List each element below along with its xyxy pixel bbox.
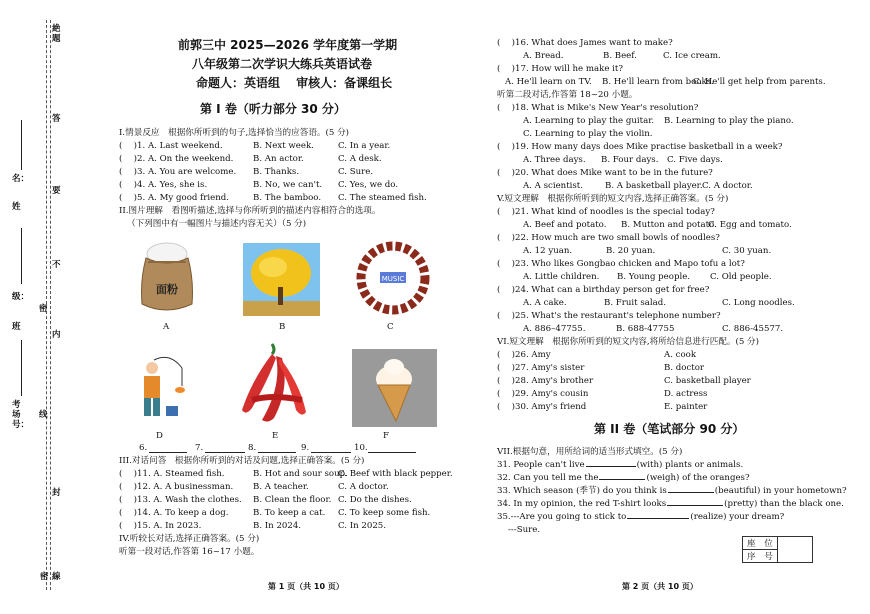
- match-option: D. actress: [664, 389, 708, 399]
- class-field-label: 级：: [12, 292, 30, 302]
- question-option-b: B. Next week.: [253, 141, 314, 151]
- question-text: ( )16. What does James want to make?: [497, 38, 673, 48]
- answer-blank-8[interactable]: [258, 452, 296, 453]
- question-option-b: B. Clean the floor.: [253, 495, 332, 505]
- answer-option: C. Five days.: [667, 155, 723, 165]
- exam-authors: 命题人：英语组 审核人：备课组长: [196, 76, 393, 90]
- surname-field-label: 姓: [12, 202, 21, 212]
- binding-char: 封: [52, 488, 61, 498]
- answer-option: B. 20 yuan.: [606, 246, 656, 256]
- fisherman-image: [130, 350, 192, 426]
- question-text: ( )17. How will he make it?: [497, 64, 623, 74]
- question-option-b: B. An actor.: [253, 154, 304, 164]
- binding-char: 絶: [52, 24, 61, 34]
- answer-option: B. Young people.: [617, 272, 691, 282]
- question-option-c: C. Beef with black pepper.: [338, 469, 453, 479]
- match-item: ( )26. Amy: [497, 350, 551, 360]
- question-text: ( )18. What is Mike's New Year's resolution?: [497, 103, 699, 113]
- section3-title: III.对话问答 根据你所听到的对话及问题,选择正确答案。(5 分): [119, 456, 365, 466]
- answer-option: C. Ice cream.: [663, 51, 721, 61]
- question-option-c: C. Do the dishes.: [338, 495, 412, 505]
- q34-text: 34. In my opinion, the red T-shirt looks (pretty) than the black one.: [497, 499, 844, 509]
- answer-blank-label: 10.: [354, 443, 368, 453]
- match-option: A. cook: [664, 350, 697, 360]
- question-text: ( )23. Who likes Gongbao chicken and Mapo tofu a lot?: [497, 259, 745, 269]
- answer-option: C. Long noodles.: [722, 298, 795, 308]
- binding-char: 密: [39, 304, 48, 314]
- music-instruments-image: [356, 238, 430, 318]
- question-option-a: ( )15. A. In 2023.: [119, 521, 202, 531]
- flour-sack-image: [136, 240, 198, 316]
- chili-peppers-image: [232, 340, 312, 426]
- binding-char: 内: [52, 330, 61, 340]
- q33-blank[interactable]: [668, 492, 714, 493]
- binding-char: 答: [52, 114, 61, 124]
- answer-blank-9[interactable]: [311, 452, 351, 453]
- question-option-b: B. To keep a cat.: [253, 508, 326, 518]
- picture-label-a: A: [163, 322, 170, 332]
- q31-blank[interactable]: [586, 466, 636, 467]
- question-option-a: ( )5. A. My good friend.: [119, 193, 229, 203]
- question-option-a: ( )11. A. Steamed fish.: [119, 469, 225, 479]
- seat-number-box: [742, 536, 813, 563]
- room-line[interactable]: [21, 340, 22, 396]
- section2-title: II.图片理解 看图听描述,选择与你所听到的描述内容相符合的选项。: [119, 206, 381, 216]
- question-option-c: C. Sure.: [338, 167, 374, 177]
- match-option: E. painter: [664, 402, 708, 412]
- picture-label-d: D: [156, 431, 163, 441]
- answer-blank-7[interactable]: [205, 452, 245, 453]
- question-option-c: C. In 2025.: [338, 521, 386, 531]
- question-text: ( )22. How much are two small bowls of noodles?: [497, 233, 720, 243]
- question-option-b: B. Thanks.: [253, 167, 300, 177]
- answer-option: A. 12 yuan.: [523, 246, 573, 256]
- class-line[interactable]: [21, 228, 22, 284]
- q33-text: 33. Which season (季节) do you think is (beautiful) in your hometown?: [497, 486, 847, 496]
- binding-char: 线: [39, 410, 48, 420]
- picture-label-c: C: [387, 322, 394, 332]
- question-option-a: ( )14. A. To keep a dog.: [119, 508, 229, 518]
- part2-title: 第 II 卷（笔试部分 90 分）: [594, 422, 745, 436]
- answer-option: B. 688-47755: [616, 324, 675, 334]
- section7-title: VII.根据句意，用所给词的适当形式填空。(5 分): [497, 447, 683, 457]
- answer-option: A. He'll learn on TV.: [505, 77, 592, 87]
- question-option-a: ( )4. A. Yes, she is.: [119, 180, 208, 190]
- answer-option: C. A doctor.: [702, 181, 753, 191]
- ice-cream-image: [352, 349, 437, 427]
- question-option-a: ( )12. A. A businessman.: [119, 482, 234, 492]
- question-text: ( )20. What does Mike want to be in the future?: [497, 168, 713, 178]
- answer-option: A. 886–47755.: [523, 324, 586, 334]
- answer-option: A. Bread.: [523, 51, 564, 61]
- question-option-a: ( )3. A. You are welcome.: [119, 167, 237, 177]
- q35-text: 35.---Are you going to stick to (realize) your dream?: [497, 512, 785, 522]
- page-footer-right: 第 2 页（共 10 页）: [622, 582, 698, 591]
- answer-option: C. 30 yuan.: [722, 246, 772, 256]
- binding-char: 不: [52, 260, 61, 270]
- question-option-c: C. To keep some fish.: [338, 508, 431, 518]
- answer-option: C. Old people.: [710, 272, 772, 282]
- question-text: ( )25. What's the restaurant's telephone number?: [497, 311, 721, 321]
- answer-option: A. A cake.: [523, 298, 567, 308]
- answer-option: B. Fruit salad.: [604, 298, 666, 308]
- name-line[interactable]: [21, 120, 22, 170]
- answer-option: B. Four days.: [601, 155, 659, 165]
- answer-option: C. He'll get help from parents.: [693, 77, 826, 87]
- question-text: ( )19. How many days does Mike practise basketball in a week?: [497, 142, 783, 152]
- music-label: MUSIC: [381, 275, 405, 283]
- answer-option: A. Three days.: [523, 155, 586, 165]
- question-option-b: B. The bamboo.: [253, 193, 322, 203]
- question-option-b: B. A teacher.: [253, 482, 309, 492]
- seat-label-2: 序 号: [743, 550, 778, 563]
- binding-margin: [0, 0, 60, 614]
- question-option-a: ( )2. A. On the weekend.: [119, 154, 234, 164]
- question-option-a: ( )13. A. Wash the clothes.: [119, 495, 242, 505]
- section5-title: V.短文理解 根据你所听到的短文内容,选择正确答案。(5 分): [497, 194, 729, 204]
- question-text: ( )24. What can a birthday person get for free?: [497, 285, 710, 295]
- question-option-a: ( )1. A. Last weekend.: [119, 141, 223, 151]
- answer-option: B. A basketball player.: [605, 181, 703, 191]
- cut-line-inner: [50, 20, 51, 590]
- q32-text: 32. Can you tell me the (weigh) of the oranges?: [497, 473, 750, 483]
- picture-label-b: B: [279, 322, 286, 332]
- page-footer-left: 第 1 页（共 10 页）: [268, 582, 344, 591]
- section4-subtitle: 听第一段对话,作答第 16~17 小题。: [119, 547, 260, 557]
- match-option: C. basketball player: [664, 376, 751, 386]
- answer-option: B. Mutton and potato.: [621, 220, 717, 230]
- q32-blank[interactable]: [599, 479, 645, 480]
- q35-reply: ---Sure.: [508, 525, 541, 535]
- answer-option: C. Learning to play the violin.: [523, 129, 653, 139]
- answer-blank-6[interactable]: [149, 452, 187, 453]
- question-option-b: B. In 2024.: [253, 521, 302, 531]
- answer-option: B. Learning to play the piano.: [664, 116, 794, 126]
- question-option-c: C. Yes, we do.: [338, 180, 399, 190]
- q31-text: 31. People can't live (with) plants or animals.: [497, 460, 744, 470]
- answer-option: C. 886-45577.: [722, 324, 784, 334]
- question-option-c: C. In a year.: [338, 141, 391, 151]
- picture-label-e: E: [272, 431, 279, 441]
- exam-school-title: 前郭三中 2025—2026 学年度第一学期: [178, 38, 398, 52]
- dialogue-instruction: 听第二段对话,作答第 18~20 小题。: [497, 90, 638, 100]
- section6-title: VI.短文理解 根据你所听到的短文内容,将所给信息进行匹配。(5 分): [497, 337, 760, 347]
- exam-room-label: 考场号：: [12, 400, 30, 430]
- answer-option: A. Beef and potato.: [523, 220, 607, 230]
- section1-title: I.情景反应 根据你所听到的句子,选择恰当的应答语。(5 分): [119, 128, 350, 138]
- answer-blank-label: 6.: [139, 443, 148, 453]
- binding-char: 要: [52, 186, 61, 196]
- match-item: ( )29. Amy's cousin: [497, 389, 589, 399]
- part1-title: 第 I 卷（听力部分 30 分）: [200, 102, 346, 116]
- match-option: B. doctor: [664, 363, 705, 373]
- question-option-b: B. Hot and sour soup.: [253, 469, 348, 479]
- question-option-c: C. The steamed fish.: [338, 193, 427, 203]
- seat-number-field[interactable]: [777, 537, 812, 563]
- section4-title: IV.听较长对话,选择正确答案。(5 分): [119, 534, 260, 544]
- question-option-b: B. No, we can't.: [253, 180, 323, 190]
- answer-option: A. Learning to play the guitar.: [523, 116, 655, 126]
- match-item: ( )27. Amy's sister: [497, 363, 585, 373]
- binding-char: 線: [52, 572, 61, 582]
- answer-option: B. Beef.: [603, 51, 637, 61]
- binding-char: 題: [52, 34, 61, 44]
- seat-label: 座 位: [743, 537, 778, 550]
- exam-title: 八年级第二次学识大练兵英语试卷: [192, 57, 373, 71]
- yellow-tree-image: [243, 243, 320, 316]
- answer-option: B. He'll learn from books.: [602, 77, 714, 87]
- answer-option: C. Egg and tomato.: [708, 220, 792, 230]
- question-text: ( )21. What kind of noodles is the special today?: [497, 207, 715, 217]
- answer-blank-10[interactable]: [368, 452, 416, 453]
- flour-label: 面粉: [156, 283, 178, 296]
- answer-blank-label: 7.: [195, 443, 204, 453]
- match-item: ( )30. Amy's friend: [497, 402, 587, 412]
- question-option-c: C. A doctor.: [338, 482, 389, 492]
- question-option-c: C. A desk.: [338, 154, 382, 164]
- match-item: ( )28. Amy's brother: [497, 376, 594, 386]
- answer-blank-label: 8.: [248, 443, 257, 453]
- q35-blank[interactable]: [627, 518, 689, 519]
- binding-char: 密: [40, 572, 49, 582]
- answer-option: A. A scientist.: [523, 181, 583, 191]
- q34-blank[interactable]: [667, 505, 723, 506]
- class-field-label-2: 班: [12, 322, 21, 332]
- name-field-label: 名：: [12, 174, 30, 184]
- section2-subtitle: （下列图中有一幅图片与描述内容无关）（5 分): [127, 219, 307, 229]
- answer-option: A. Little children.: [523, 272, 600, 282]
- picture-label-f: F: [383, 431, 389, 441]
- answer-blank-label: 9.: [301, 443, 310, 453]
